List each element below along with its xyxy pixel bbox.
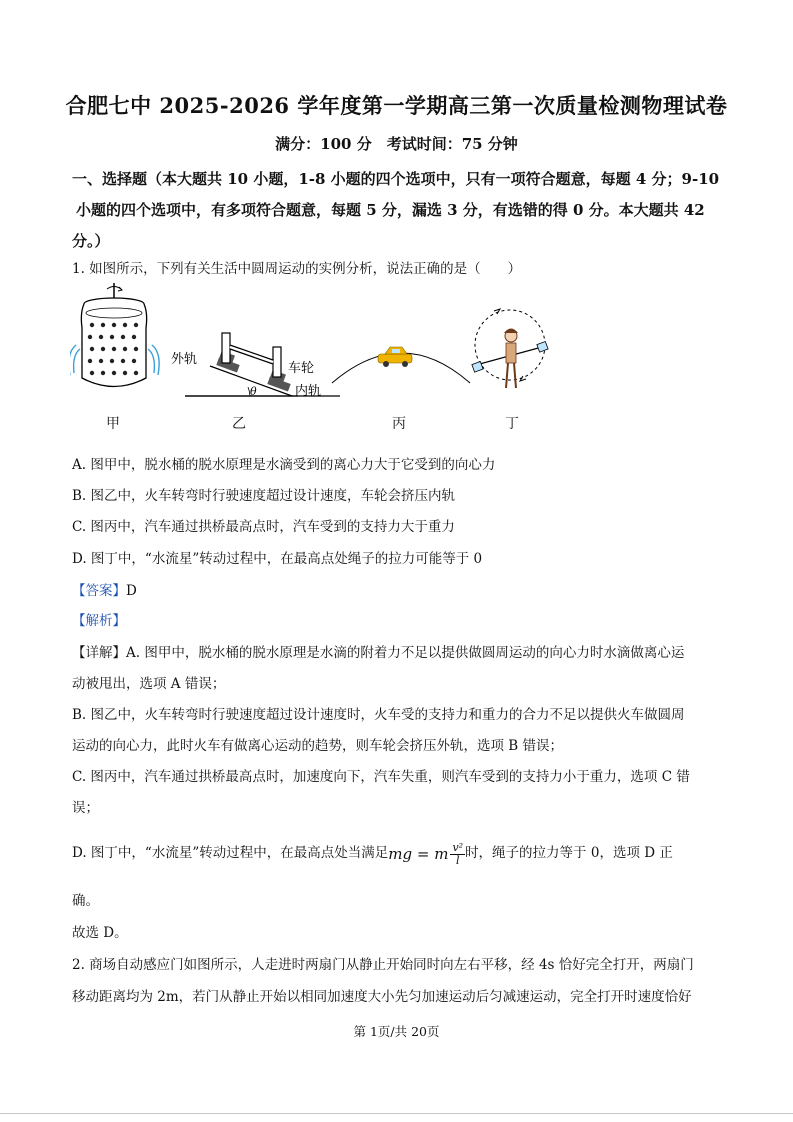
question-2-line2: 移动距离均为 2m，若门从静止开始以相同加速度大小先匀加速运动后匀减速运动，完全打开时速度恰好 [72, 989, 692, 1005]
detail-a-line1 [72, 638, 722, 669]
detail-a-line2: 动被甩出，选项 A 错误； [72, 676, 226, 692]
formula-m: m [434, 844, 449, 863]
detail-c-line1: C. 图丙中，汽车通过拱桥最高点时，加速度向下，汽车失重，则汽车受到的支持力小于重力，选项 C 错 [72, 769, 690, 785]
exam-info: 满分：100 分 考试时间：75 分钟 [275, 135, 518, 153]
option-d: D. 图丁中，“水流星”转动过程中，在最高点处绳子的拉力可能等于 0 [72, 551, 483, 567]
figure-caption-jia: 甲 [106, 416, 120, 432]
formula-mg: mg [388, 844, 413, 863]
detail-a-text: A. 图甲中，脱水桶的脱水原理是水滴的附着力不足以提供做圆周运动的向心力时水滴做离心运 [126, 645, 685, 661]
question-1-figure [70, 283, 590, 403]
car-icon [378, 347, 412, 367]
section-heading-line2: 小题的四个选项中，有多项符合题意，每题 5 分，漏选 3 分，有选错的得 0 分。本大题共 42 [76, 201, 705, 219]
analysis-tag: 【解析】 [72, 613, 126, 629]
water-meteor-diagram [472, 309, 548, 388]
option-b: B. 图乙中，火车转弯时行驶速度超过设计速度，车轮会挤压内轨 [72, 488, 456, 504]
angle-label: θ [250, 385, 257, 398]
formula-numerator: v² [452, 841, 464, 854]
detail-d-pre: D. 图丁中，“水流星”转动过程中，在最高点处当满足 [72, 845, 389, 861]
figure-caption-yi: 乙 [232, 416, 246, 432]
page-title: 合肥七中 2025-2026 学年度第一学期高三第一次质量检测物理试卷 [65, 93, 728, 118]
answer-tag: 【答案】 [72, 583, 126, 599]
figure-caption-ding: 丁 [505, 416, 519, 432]
answer-value: D [126, 583, 137, 599]
outer-rail-label: 外轨 [171, 352, 198, 367]
option-a: A. 图甲中，脱水桶的脱水原理是水滴受到的离心力大于它受到的向心力 [72, 457, 496, 473]
spin-dryer-drum-diagram [70, 283, 159, 387]
detail-d-line2: 确。 [72, 893, 99, 909]
detail-b-line2: 运动的向心力，此时火车有做离心运动的趋势，则车轮会挤压外轨，选项 B 错误； [72, 738, 564, 754]
question-2-line1: 2. 商场自动感应门如图所示，人走进时两扇门从静止开始同时向左右平移，经 4s 恰好完全打开，两扇门 [72, 957, 694, 973]
answer-line [72, 576, 722, 607]
option-c: C. 图丙中，汽车通过拱桥最高点时，汽车受到的支持力大于重力 [72, 519, 455, 535]
formula [388, 837, 465, 871]
detail-d-line1 [72, 836, 722, 871]
formula-denominator: l [455, 854, 460, 867]
section-heading-line1: 一、选择题（本大题共 10 小题，1-8 小题的四个选项中，只有一项符合题意，每题 4 分；9-10 [72, 170, 720, 188]
arch-bridge-diagram [332, 347, 470, 383]
page-bottom-divider [0, 1113, 793, 1114]
conclusion: 故选 D。 [72, 925, 128, 941]
page-footer: 第 1页/共 20页 [353, 1024, 440, 1039]
figure-caption-bing: 丙 [392, 416, 406, 432]
question-1-stem: 1. 如图所示，下列有关生活中圆周运动的实例分析，说法正确的是（ ） [72, 261, 522, 277]
section-heading-line3: 分。） [72, 232, 110, 250]
detail-b-line1: B. 图乙中，火车转弯时行驶速度超过设计速度时，火车受的支持力和重力的合力不足以提供火车做圆周 [72, 707, 685, 723]
detail-c-line2: 误； [72, 800, 99, 816]
inner-rail-label: 内轨 [295, 384, 322, 399]
detail-d-post: 时，绳子的拉力等于 0，选项 D 正 [465, 845, 673, 861]
formula-eq: = [416, 844, 430, 863]
wheel-label: 车轮 [288, 361, 315, 376]
detail-tag: 【详解】 [72, 645, 126, 661]
